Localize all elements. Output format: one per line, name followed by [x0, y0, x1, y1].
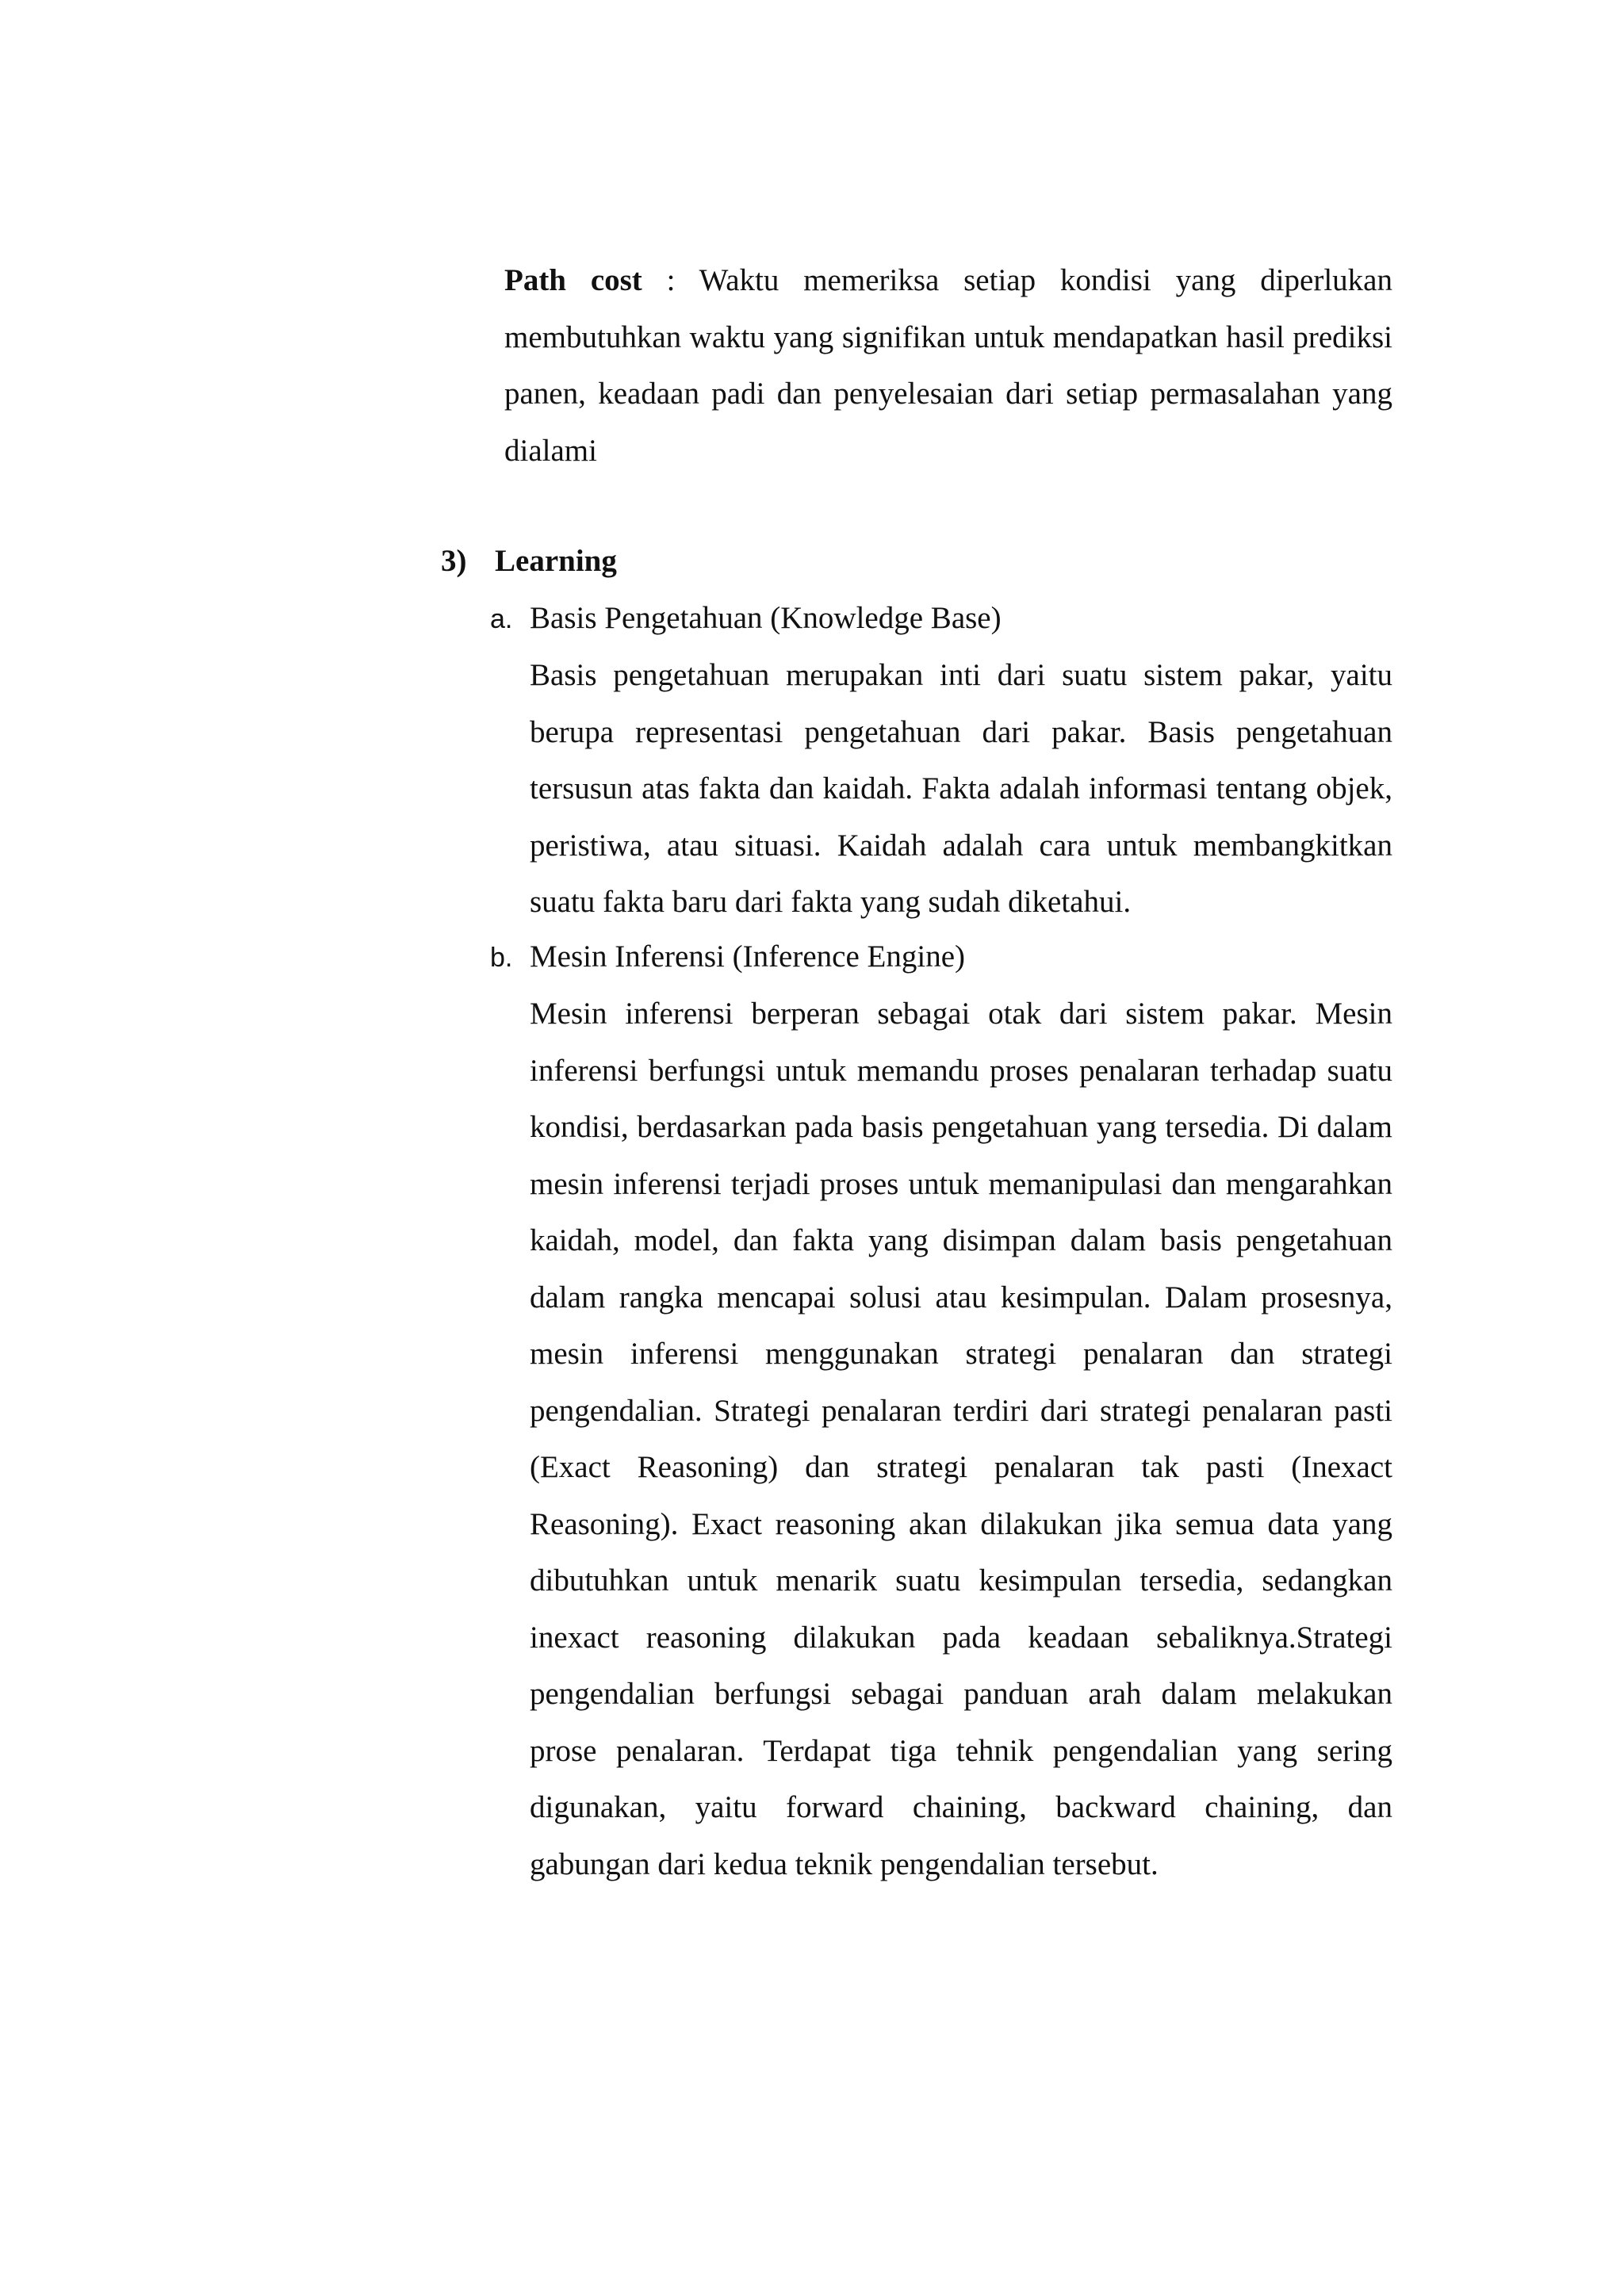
section-heading-learning [441, 533, 617, 590]
subsection-title-knowledge-base [490, 590, 1002, 649]
inference-engine-paragraph: Mesin inferensi berperan sebagai otak dari sistem pakar. Mesin inferensi berfungsi untuk memandu proses penalaran terhadap suatu kondisi, berdasarkan pada basis pengetahuan yang tersedia. Di dalam mesin inferensi terjadi proses untuk memanipulasi dan mengarahkan kaidah, model, dan fakta yang disimpan dalam basis pengetahuan dalam rangka mencapai solusi atau kesimpulan. Dalam prosesnya, mesin inferensi menggunakan strategi penalaran dan strategi pengendalian. Strategi penalaran terdiri dari strategi penalaran pasti (Exact Reasoning) dan strategi penalaran tak pasti (Inexact Reasoning). Exact reasoning akan dilakukan jika semua data yang dibutuhkan untuk menarik suatu kesimpulan tersedia, sedangkan inexact reasoning dilakukan pada keadaan sebaliknya.Strategi pengendalian berfungsi sebagai panduan arah dalam melakukan prose penalaran. Terdapat tiga tehnik pengendalian yang sering digunakan, yaitu forward chaining, backward chaining, dan gabungan dari kedua teknik pengendalian tersebut. [530, 997, 1392, 1881]
path-cost-separator: : [642, 263, 699, 297]
path-cost-text: Waktu memeriksa setiap kondisi yang diperlukan membutuhkan waktu yang signifikan untuk mendapatkan hasil prediksi panen, keadaan padi dan penyelesaian dari setiap permasalahan yang dialami [504, 263, 1392, 468]
subsection-marker: a. [490, 604, 513, 634]
knowledge-base-paragraph: Basis pengetahuan merupakan inti dari suatu sistem pakar, yaitu berupa representasi pengetahuan dari pakar. Basis pengetahuan tersusun atas fakta dan kaidah. Fakta adalah informasi tentang objek, peristiwa, atau situasi. Kaidah adalah cara untuk membangkitkan suatu fakta baru dari fakta yang sudah diketahui. [530, 658, 1392, 919]
path-cost-paragraph [504, 252, 1392, 479]
subsection-marker: b. [490, 943, 513, 973]
path-cost-term: Path cost [504, 263, 642, 297]
subsection-title-text: Mesin Inferensi (Inference Engine) [530, 939, 965, 974]
subsection-title-text: Basis Pengetahuan (Knowledge Base) [530, 601, 1002, 635]
subsection-title-inference-engine [490, 928, 965, 987]
section-title: Learning [495, 544, 617, 578]
section-number: 3) [441, 544, 467, 578]
